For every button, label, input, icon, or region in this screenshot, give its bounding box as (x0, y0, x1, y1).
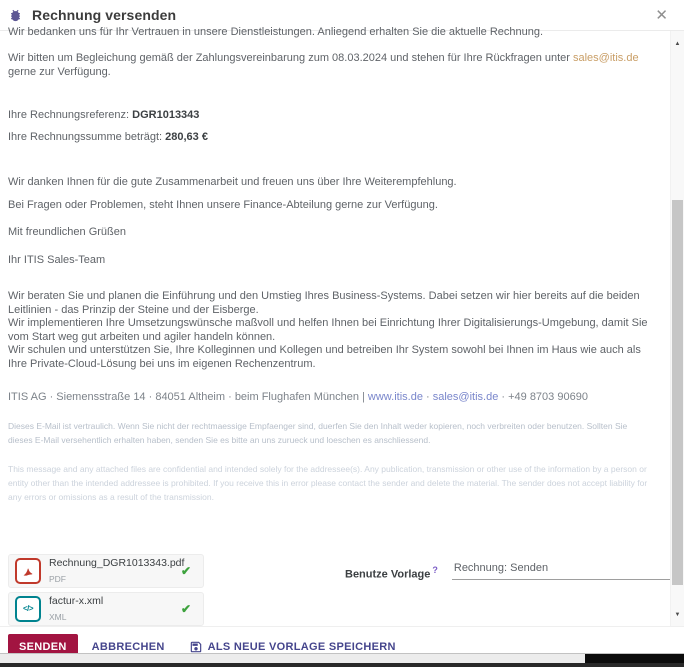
template-label-text: Benutze Vorlage (345, 568, 431, 581)
contact-separator: · (422, 391, 433, 403)
email-thanks: Wir danken Ihnen für die gute Zusammenarbeit und freuen uns über Ihre Weiterempfehlung. (8, 176, 457, 188)
company-contact-line (8, 390, 650, 404)
attachment-card-xml[interactable] (8, 592, 204, 626)
email-team: Ihr ITIS Sales-Team (8, 254, 106, 266)
payment-text: Wir bitten um Begleichung gemäß der Zahlungsvereinbarung zum 08.03.2024 und stehen für Ihre Rückfragen unter (8, 52, 573, 64)
dialog-title: Rechnung versenden (32, 7, 177, 23)
send-button[interactable]: SENDEN (8, 634, 78, 660)
attachment-meta (49, 556, 185, 586)
contact-email-link[interactable]: sales@itis.de (432, 391, 499, 403)
save-icon (189, 640, 203, 654)
reference-value: DGR1013343 (132, 109, 200, 121)
close-icon[interactable]: ✕ (655, 6, 668, 24)
save-as-template-label: ALS NEUE VORLAGE SPEICHERN (207, 641, 396, 653)
attachment-check-icon: ✔ (180, 602, 191, 616)
attachment-filename: factur-x.xml (49, 595, 104, 607)
scroll-down-icon[interactable]: ▼ (674, 612, 681, 618)
contact-phone: · +49 8703 90690 (498, 391, 588, 403)
about-line-3: Wir schulen und unterstützen Sie, Ihre Kolleginnen und Kollegen und betreiben Ihr System sowohl bei Ihnen im Haus wie auch als Ihre Private-Cloud-Lösung bei uns im eigenen Rechenzentrum. (8, 344, 641, 370)
email-intro: Wir bedanken uns für Ihr Vertrauen in unsere Dienstleistungen. Anliegend erhalten Sie die aktuelle Rechnung. (8, 26, 544, 38)
website-link[interactable]: www.itis.de (367, 391, 423, 403)
attachment-meta (49, 594, 175, 624)
disclaimer-german: Dieses E-Mail ist vertraulich. Wenn Sie nicht der rechtmaessige Empfaenger sind, duerfen Sie den Inhalt weder kopieren, noch verbreiten oder benutzen. Sollten Sie dieses E-Mail versehentlich erhalten haben, senden Sie es bitte an uns zurueck und loeschen es anschliessend. (8, 421, 628, 445)
email-payment-line (8, 51, 650, 79)
background-dark-area (585, 654, 684, 663)
invoice-sum-line (8, 130, 650, 144)
attachment-filetype: XML (49, 612, 67, 622)
pdf-icon (15, 558, 41, 584)
email-closing: Mit freundlichen Grüßen (8, 226, 126, 238)
cancel-button[interactable]: ABBRECHEN (82, 634, 175, 660)
email-questions: Bei Fragen oder Problemen, steht Ihnen unsere Finance-Abteilung gerne zur Verfügung. (8, 199, 438, 211)
attachment-filetype: PDF (49, 574, 66, 584)
contact-text: ITIS AG · Siemensstraße 14 · 84051 Altheim · beim Flughafen München | (8, 391, 368, 403)
attachments-and-template-row (8, 554, 650, 626)
xml-code-icon: </> (15, 596, 41, 622)
about-line-2: Wir implementieren Ihre Umsetzungswünsche maßvoll und helfen Ihnen bei Einrichtung Ihrer Digitalisierungs-Umgebung, damit Sie vom Start weg gut arbeiten und agiler handeln können. (8, 317, 648, 343)
sum-label: Ihre Rechnungssumme beträgt: (8, 131, 166, 143)
scrollbar-thumb[interactable] (672, 200, 683, 585)
disclaimer-english: This message and any attached files are confidential and intended solely for the addressee(s). Any publication, transmission or other use of the information by a person or entity other than the intended addressee is prohibited. If you receive this in error please contact the sender and delete the material. The sender does not accept liability for any errors or omissions as a result of the transmission. (8, 464, 648, 502)
attachments-list (8, 554, 204, 626)
template-field (345, 562, 676, 582)
template-select-input[interactable] (452, 562, 676, 580)
sum-value: 280,63 € (165, 131, 208, 143)
template-field-label (345, 562, 438, 582)
bug-icon (8, 8, 23, 23)
payment-text-post: gerne zur Verfügung. (8, 66, 111, 78)
attachment-check-icon: ✔ (180, 564, 191, 578)
reference-label: Ihre Rechnungsreferenz: (8, 109, 133, 121)
background-page-strip (0, 653, 684, 663)
scroll-up-icon[interactable]: ▲ (674, 41, 681, 47)
attachment-card-pdf[interactable] (8, 554, 204, 588)
attachment-filename: Rechnung_DGR1013343.pdf (49, 557, 185, 569)
help-icon[interactable]: ? (432, 565, 438, 575)
email-preview (0, 26, 684, 626)
about-line-1: Wir beraten Sie und planen die Einführung und den Umstieg Ihres Business-Systems. Dabei setzen wir hier bereits auf die beiden Leitlinien - das Prinzip der Steine und der Eisberge. (8, 290, 640, 316)
scrollbar[interactable] (670, 31, 684, 626)
payment-email-link[interactable]: sales@itis.de (573, 52, 639, 64)
company-about (8, 290, 650, 371)
invoice-reference-line (8, 108, 650, 122)
